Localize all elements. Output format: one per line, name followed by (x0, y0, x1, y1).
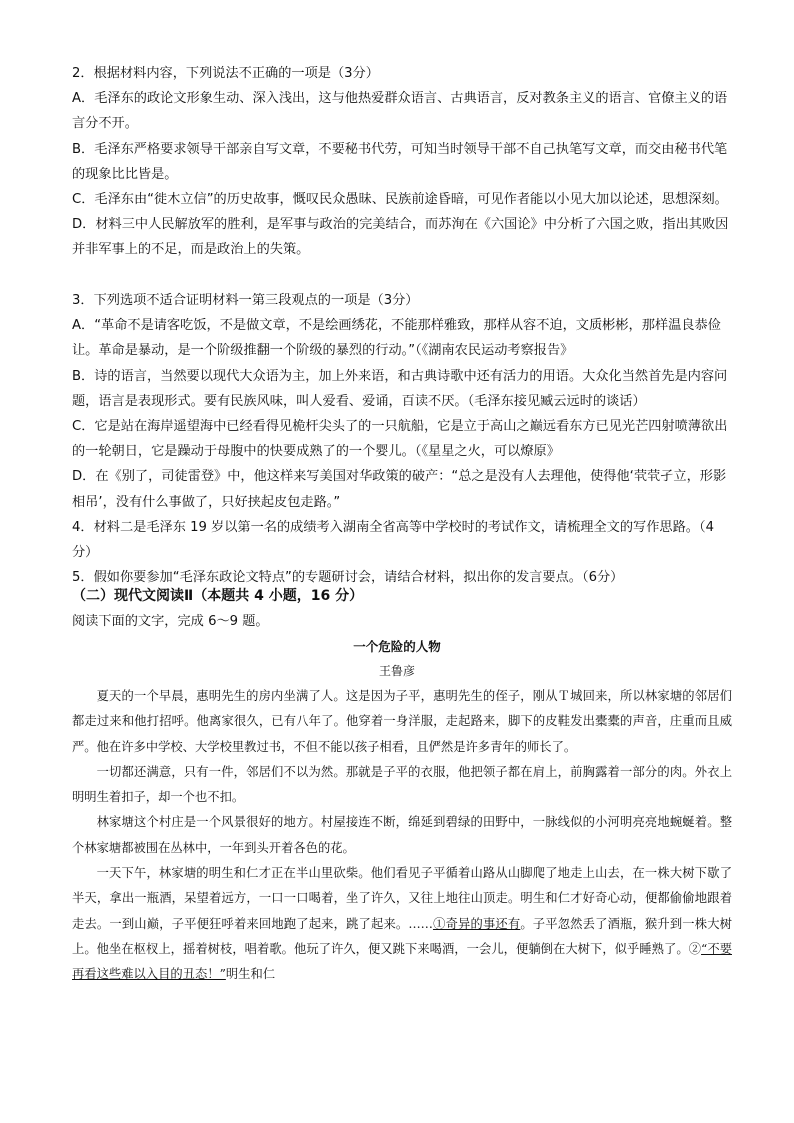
article-paragraph-4 (72, 861, 732, 987)
question-2-option-d: D．材料三中人民解放军的胜利，是军事与政治的完美结合，而苏洵在《六国论》中分析了六国之败，指出其败因并非军事上的不足，而是政治上的失策。 (72, 217, 729, 258)
article-paragraph-2: 一切都还满意，只有一件，邻居们不以为然。那就是子平的衣服，他把领子都在肩上，前胸露着一部分的肉。外衣上明明生着扣子，却一个也不扣。 (72, 764, 732, 805)
question-4: 4．材料二是毛泽东 19 岁以第一名的成绩考入湖南全省高等中学校时的考试作文，请梳理全文的写作思路。（4分） (72, 519, 714, 561)
article-author: 王鲁彦 (378, 664, 415, 678)
paragraph-4-text-a: 一天下午，林家塘的明生和仁才正在半山里砍柴。他们看见子平循着山路从山脚爬了地走上山去，在一株大树下歇了半天，拿出一瓶酒，呆望着远方，一口一口喝着，坐了许久，又往上地往山顶走。明生和仁才好奇心动，便都偷偷地跟着走去。一到山巅，子平便狂呼着来回地跑了起来，跳了起来。…… (72, 866, 732, 931)
underlined-mark-2: “不要再看这些难以入目的丑态！” (72, 941, 732, 982)
article-body (72, 684, 732, 988)
question-2-option-b: B．毛泽东严格要求领导干部亲自写文章，不要秘书代劳，可知当时领导干部不自己执笔写文章，而交由秘书代笔的现象比比皆是。 (72, 141, 728, 182)
article-title: 一个危险的人物 (353, 639, 441, 654)
paragraph-4-text-c: 明生和仁 (225, 967, 276, 982)
article-paragraph-1: 夏天的一个早晨，惠明先生的房内坐满了人。这是因为子平，惠明先生的侄子，刚从Ｔ城回来，所以林家塘的邻居们都走过来和他打招呼。他离家很久，已有八年了。他穿着一身洋服，走起路来，脚下的皮鞋发出橐橐的声音，庄重而且威严。他在许多中学校、大学校里教过书，不但不能以孩子相看，且俨然是许多青年的师长了。 (72, 689, 732, 754)
question-2-stem: 2．根据材料内容，下列说法不正确的一项是（3分） (72, 66, 379, 81)
question-3-stem: 3．下列选项不适合证明材料一第三段观点的一项是（3分） (72, 293, 419, 308)
underlined-mark-1: ①奇异的事还有 (432, 916, 521, 931)
section-title: （二）现代文阅读Ⅱ（本题共 4 小题，16 分） (72, 588, 364, 604)
question-2-option-c: C．毛泽东由“徙木立信”的历史故事，慨叹民众愚昧、民族前途昏暗，可见作者能以小见大加以论述，思想深刻。 (72, 192, 728, 208)
question-2-option-a: A．毛泽东的政论文形象生动、深入浅出，这与他热爱群众语言、古典语言，反对教条主义的语言、官僚主义的语言分不开。 (72, 91, 728, 132)
question-3-option-d: D．在《别了，司徒雷登》中，他这样来写美国对华政策的破产：“总之是没有人去理他，使得他‘茕茕孑立，形影相吊’，没有什么事做了，只好挟起皮包走路。” (72, 469, 727, 510)
question-3-option-b: B．诗的语言，当然要以现代大众语为主，加上外来语，和古典诗歌中还有活力的用语。大众化当然首先是内容问题，语言是表现形式。要有民族风味，叫人爱看、爱诵，百读不厌。（毛泽东接见臧云远时的谈话） (72, 368, 728, 409)
question-3 (72, 288, 732, 590)
question-2 (72, 61, 732, 263)
article-paragraph-3: 林家塘这个村庄是一个风景很好的地方。村屋接连不断，绵延到碧绿的田野中，一脉线似的小河明亮亮地蜿蜒着。整个林家塘都被围在丛林中，一年到头开着各色的花。 (72, 815, 732, 855)
question-3-option-c: C．它是站在海岸遥望海中已经看得见桅杆尖头了的一只航船，它是立于高山之巅远看东方已见光芒四射喷薄欲出的一轮朝日，它是躁动于母腹中的快要成熟了的一个婴儿。（《星星之火，可以燎原》 (72, 419, 728, 460)
paragraph-4-text-b: 。子平忽然丢了酒瓶，猴升到一株大树上。他坐在枢杈上，摇着树枝，唱着歌。他玩了许久，便又跳下来喝酒，一会儿，便躺倒在大树下，似乎睡熟了。② (72, 916, 732, 956)
question-3-option-a: A．“革命不是请客吃饭，不是做文章，不是绘画绣花，不能那样雅致，那样从容不迫，文质彬彬，那样温良恭俭让。革命是暴动，是一个阶级推翻一个阶级的暴烈的行动。”（《湖南农民运动考察报告》 (72, 318, 721, 359)
section-intro: 阅读下面的文字，完成 6～9 题。 (72, 614, 269, 629)
question-5: 5．假如你要参加“毛泽东政论文特点”的专题研讨会，请结合材料，拟出你的发言要点。（6分） (72, 570, 624, 586)
